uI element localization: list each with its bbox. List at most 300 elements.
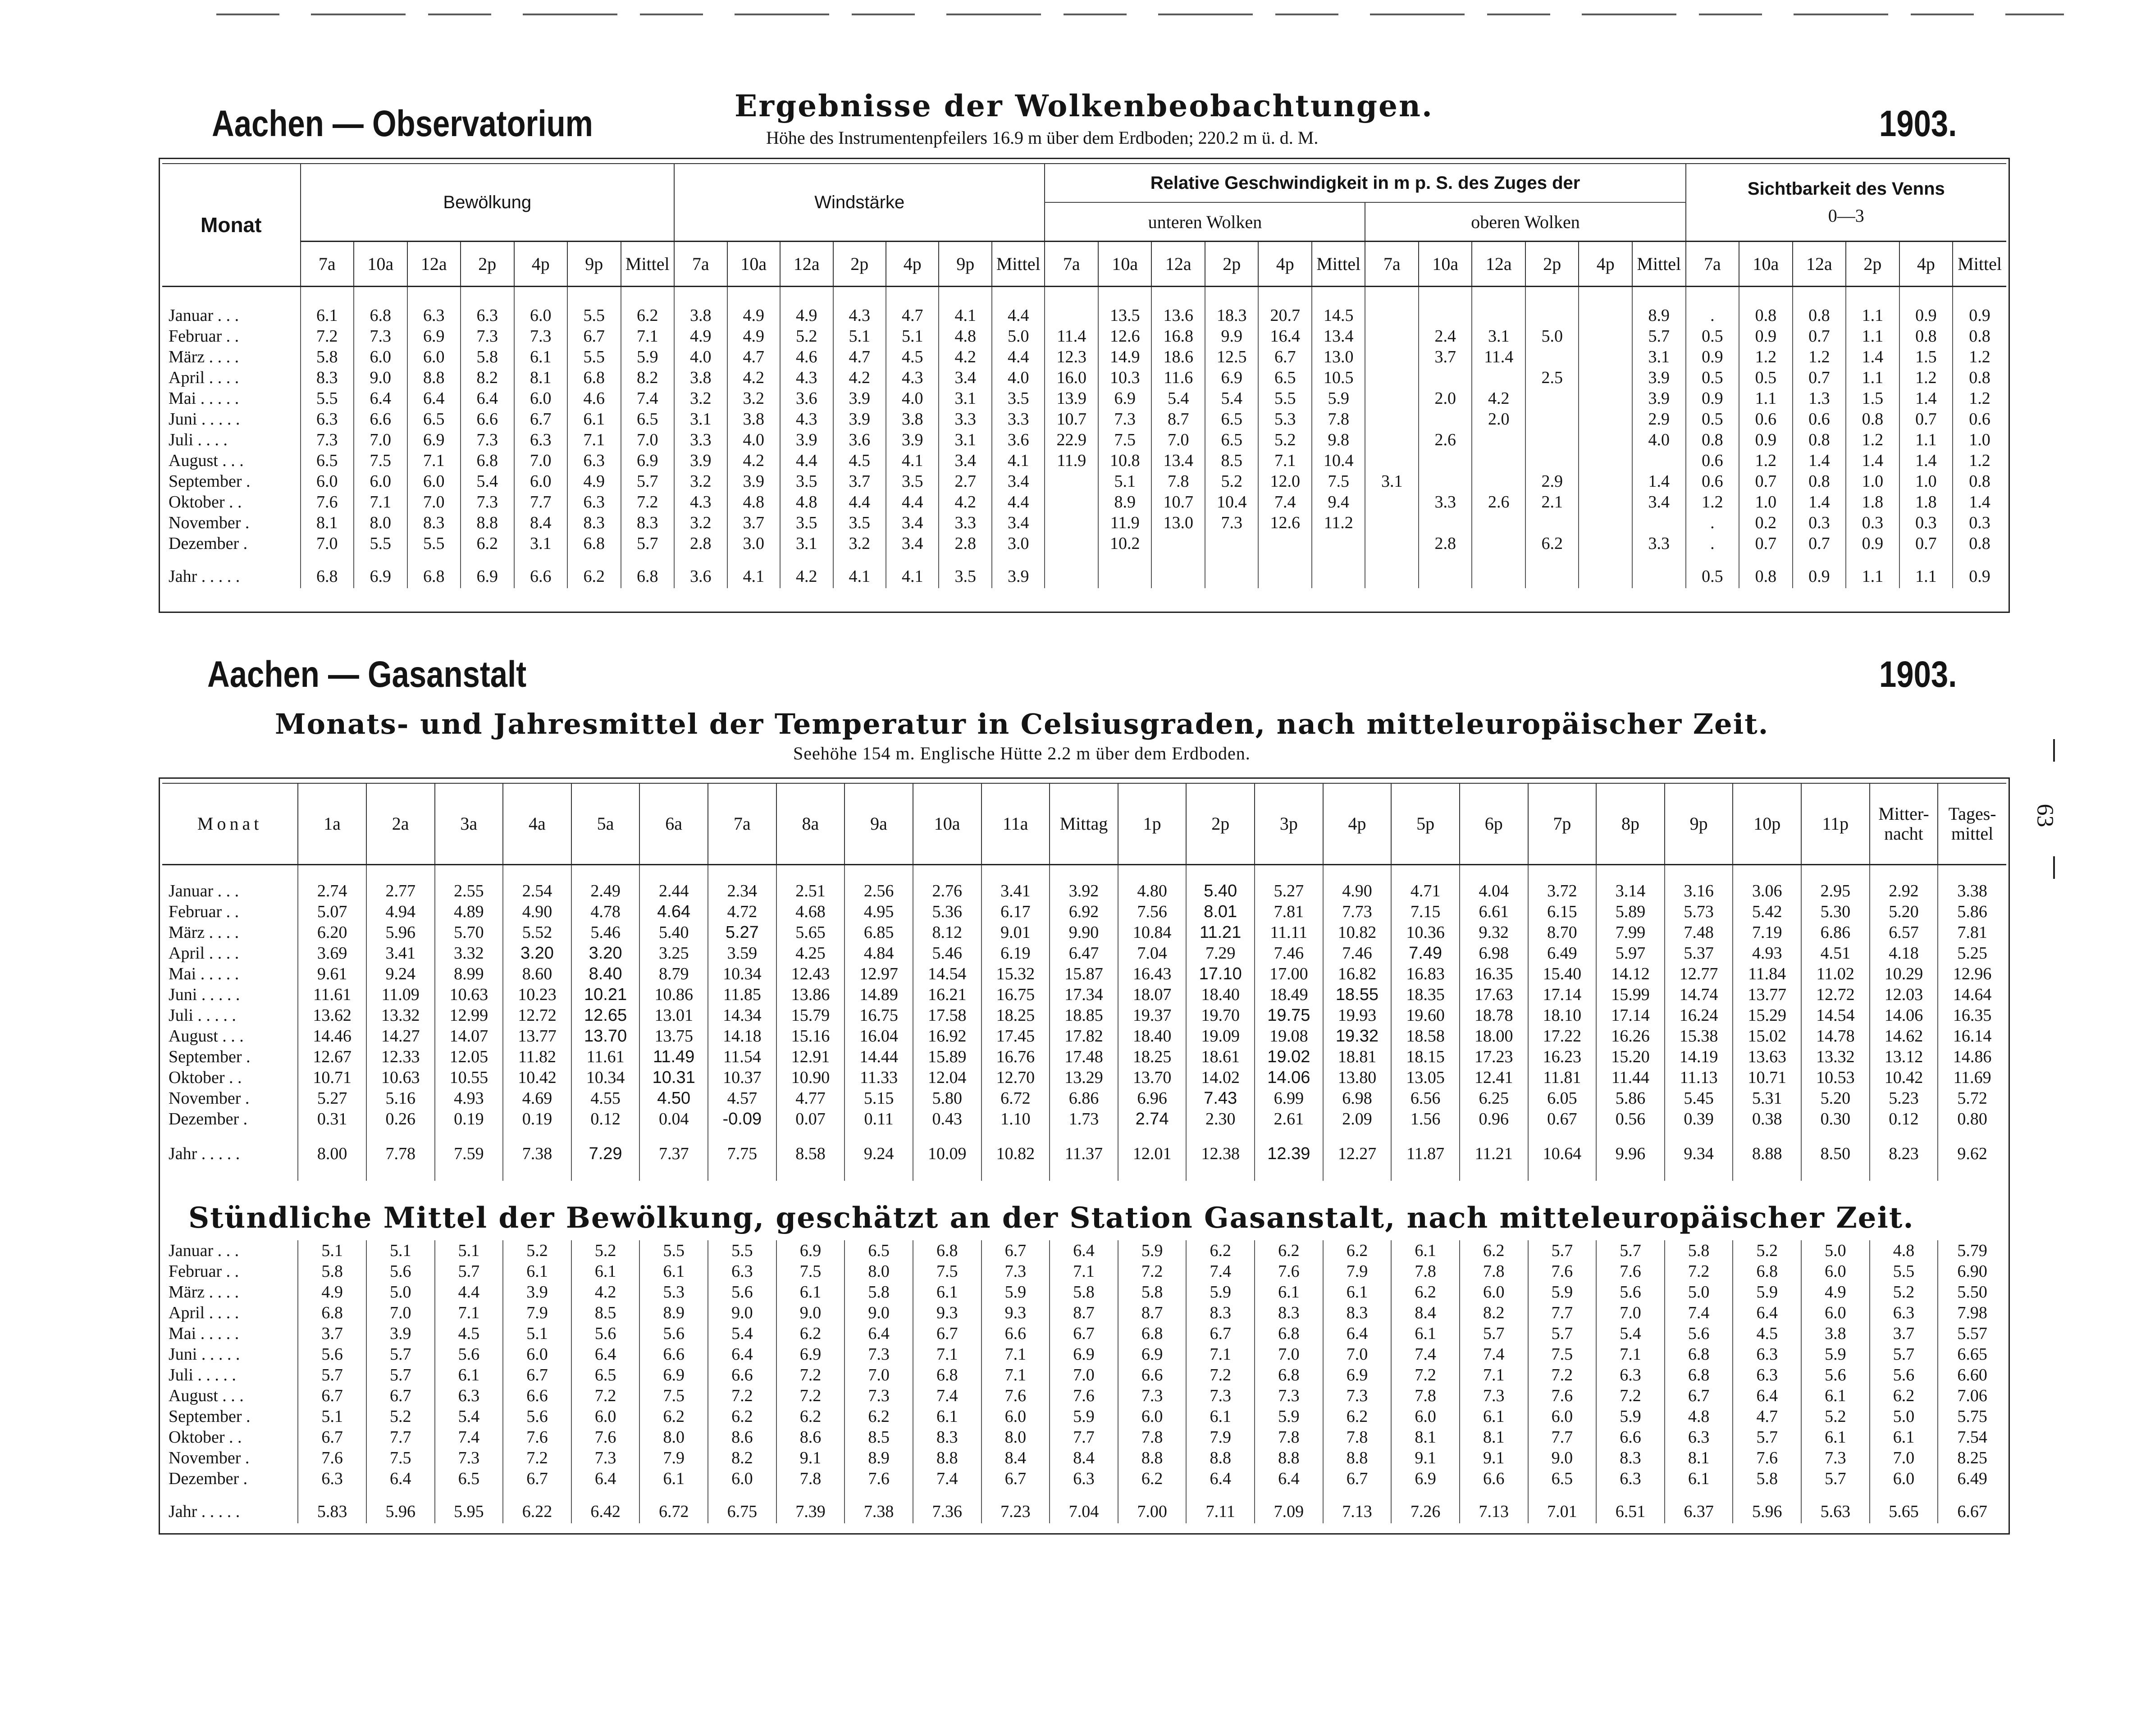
bew-value: 7.1	[567, 429, 621, 450]
obe-value	[1365, 450, 1419, 471]
unt-value: 10.2	[1098, 533, 1152, 554]
cell-value: 3.14	[1596, 881, 1665, 901]
cell-value: 6.2	[776, 1323, 845, 1344]
cell-value: 7.2	[1665, 1261, 1733, 1282]
cell-value: 6.9	[1323, 1365, 1392, 1385]
cell-value: 6.8	[1665, 1365, 1733, 1385]
wind-value: 3.4	[992, 471, 1045, 492]
unt-value: 10.4	[1312, 450, 1365, 471]
unt-value: 7.0	[1151, 429, 1205, 450]
cell-value: 7.4	[1186, 1261, 1255, 1282]
cell-value: 8.1	[1391, 1427, 1460, 1448]
hdr-hour-19: 8p	[1596, 783, 1665, 864]
wind-value: 3.7	[727, 512, 780, 533]
unt-value	[1098, 565, 1152, 588]
cell-value: 4.8	[1870, 1240, 1938, 1261]
cell-value: 6.3	[1733, 1365, 1801, 1385]
cell-value: 6.15	[1528, 901, 1597, 922]
month-label: Jahr . . . . .	[169, 1144, 240, 1163]
hdr-tagesmittel: Tages-mittel	[1938, 783, 2006, 864]
table-row	[162, 1088, 2006, 1109]
cell-value: 6.0	[1870, 1468, 1938, 1489]
cell-value: 7.3	[1118, 1385, 1187, 1406]
cell-value: 4.95	[845, 901, 913, 922]
cell-value: 5.8	[298, 1261, 366, 1282]
cell-value: 6.1	[1391, 1240, 1460, 1261]
cell-value: 6.86	[1801, 922, 1870, 943]
cell-value: 7.2	[503, 1448, 571, 1468]
bew-value: 7.3	[514, 326, 568, 347]
cell-value: 3.9	[366, 1323, 435, 1344]
cell-value: 14.06	[1255, 1067, 1323, 1088]
cell-value: 2.74	[298, 881, 366, 901]
cell-value: 0.96	[1460, 1109, 1528, 1129]
wind-value: 3.9	[727, 471, 780, 492]
cell-value: 9.1	[1460, 1448, 1528, 1468]
unt-value	[1151, 565, 1205, 588]
cell-value: 8.6	[776, 1427, 845, 1448]
cell-value: 5.96	[366, 1500, 435, 1523]
obe-value: 4.2	[1472, 388, 1525, 409]
hdr-hour-11: Mittag	[1050, 783, 1118, 864]
cell-value: 9.96	[1596, 1142, 1665, 1165]
cell-value: 14.54	[1801, 1005, 1870, 1026]
cell-value: 5.46	[913, 943, 981, 964]
bew-value: 8.4	[514, 512, 568, 533]
wind-value: 3.5	[780, 512, 833, 533]
col-monat-mid: Monat	[162, 783, 298, 864]
cell-value: 5.6	[1801, 1365, 1870, 1385]
sicht-value: 1.4	[1846, 450, 1899, 471]
unt-value: 9.9	[1205, 326, 1259, 347]
cell-value: 0.31	[298, 1109, 366, 1129]
obe-value: 2.6	[1419, 429, 1472, 450]
cell-value: 5.6	[708, 1282, 776, 1302]
obe-value	[1365, 429, 1419, 450]
month-label: August . . .	[169, 451, 244, 470]
unt-value: 16.4	[1258, 326, 1312, 347]
table-row	[162, 1344, 2006, 1365]
wind-value: 4.3	[674, 492, 727, 512]
unt-value: 5.4	[1151, 388, 1205, 409]
wind-value: 4.4	[886, 492, 939, 512]
unt-value: 13.5	[1098, 305, 1152, 326]
bew-value: 5.7	[621, 533, 675, 554]
hdr-hour-7: 8a	[776, 783, 845, 864]
cell-value: 5.8	[1733, 1468, 1801, 1489]
table-row	[162, 367, 2006, 388]
cell-value: 8.12	[913, 922, 981, 943]
cell-value: 6.2	[1870, 1385, 1938, 1406]
cell-value: 11.37	[1050, 1142, 1118, 1165]
station-title-observatorium: Aachen — Observatorium	[212, 103, 593, 144]
cell-value: 7.6	[571, 1427, 640, 1448]
cell-value: 13.05	[1391, 1067, 1460, 1088]
hdr-unt-1: 10a	[1098, 242, 1152, 287]
bew-value: 6.0	[301, 471, 354, 492]
table-row	[162, 1385, 2006, 1406]
unt-value: 10.4	[1205, 492, 1259, 512]
cell-value: 5.2	[571, 1240, 640, 1261]
bew-value: 6.0	[407, 471, 461, 492]
cell-value: 6.8	[1255, 1323, 1323, 1344]
sicht-value: 1.8	[1899, 492, 1953, 512]
hdr-hour-5: 6a	[639, 783, 708, 864]
obe-value: 3.9	[1632, 388, 1686, 409]
cell-value: 5.6	[1665, 1323, 1733, 1344]
cell-value: 5.9	[1186, 1282, 1255, 1302]
hdr-wind-3: 2p	[833, 242, 886, 287]
table-row	[162, 1302, 2006, 1323]
bew-value: 7.3	[461, 326, 514, 347]
cell-value: 4.84	[845, 943, 913, 964]
cell-value: 7.98	[1938, 1302, 2006, 1323]
cell-value: 7.4	[1391, 1344, 1460, 1365]
cell-value: 17.82	[1050, 1026, 1118, 1046]
cell-value: 0.39	[1665, 1109, 1733, 1129]
sicht-value: .	[1686, 305, 1739, 326]
unt-value: 7.8	[1312, 409, 1365, 429]
cell-value: 6.3	[1596, 1468, 1665, 1489]
cell-value: 3.8	[1801, 1323, 1870, 1344]
cell-value: 10.09	[913, 1142, 981, 1165]
cell-value: 19.02	[1255, 1046, 1323, 1067]
cell-value: 5.20	[1801, 1088, 1870, 1109]
cell-value: 4.71	[1391, 881, 1460, 901]
table-row	[162, 429, 2006, 450]
cell-value: 7.7	[366, 1427, 435, 1448]
cell-value: 12.39	[1255, 1142, 1323, 1165]
unt-value: 6.9	[1098, 388, 1152, 409]
cell-value: 6.9	[1118, 1344, 1187, 1365]
hdr-obe-1: 10a	[1419, 242, 1472, 287]
unt-value: 20.7	[1258, 305, 1312, 326]
wolken-heading: Ergebnisse der Wolkenbeobachtungen.	[735, 88, 1433, 123]
obe-value: 8.9	[1632, 305, 1686, 326]
cell-value: 7.1	[1596, 1344, 1665, 1365]
unt-value: 13.0	[1312, 347, 1365, 367]
cell-value: 4.80	[1118, 881, 1187, 901]
cell-value: 7.11	[1186, 1500, 1255, 1523]
table-row	[162, 388, 2006, 409]
cell-value: 7.29	[1186, 943, 1255, 964]
table-row-jahr	[162, 565, 2006, 588]
wind-value: 3.7	[833, 471, 886, 492]
unt-value: 10.8	[1098, 450, 1152, 471]
obe-value	[1419, 450, 1472, 471]
cell-value: 7.1	[435, 1302, 503, 1323]
cell-value: 7.6	[503, 1427, 571, 1448]
cell-value: 6.7	[981, 1240, 1050, 1261]
sicht-value: 1.4	[1899, 388, 1953, 409]
sicht-value: 1.4	[1846, 347, 1899, 367]
cell-value: 17.48	[1050, 1046, 1118, 1067]
cell-value: 10.31	[639, 1067, 708, 1088]
cell-value: 6.0	[1528, 1406, 1597, 1427]
unt-value: 10.7	[1151, 492, 1205, 512]
cell-value: 4.5	[435, 1323, 503, 1344]
table-row	[162, 409, 2006, 429]
month-label: Juli . . . . .	[169, 1005, 236, 1025]
wind-value: 3.2	[674, 512, 727, 533]
cell-value: 17.34	[1050, 984, 1118, 1005]
cell-value: 14.02	[1186, 1067, 1255, 1088]
cell-value: 6.92	[1050, 901, 1118, 922]
cell-value: 7.0	[1323, 1344, 1392, 1365]
cell-value: 3.69	[298, 943, 366, 964]
cell-value: 9.01	[981, 922, 1050, 943]
cell-value: 18.07	[1118, 984, 1187, 1005]
cell-value: 7.81	[1255, 901, 1323, 922]
cell-value: 7.06	[1938, 1385, 2006, 1406]
obe-value	[1579, 367, 1632, 388]
cell-value: 6.7	[913, 1323, 981, 1344]
cell-value: 6.1	[1186, 1406, 1255, 1427]
cell-value: 6.4	[1255, 1468, 1323, 1489]
cell-value: 7.39	[776, 1500, 845, 1523]
wind-value: 3.2	[674, 388, 727, 409]
cell-value: 11.61	[298, 984, 366, 1005]
obe-value	[1579, 565, 1632, 588]
cell-value: 7.7	[1528, 1302, 1597, 1323]
cell-value: 18.40	[1186, 984, 1255, 1005]
unt-value: 9.8	[1312, 429, 1365, 450]
cell-value: 6.1	[639, 1261, 708, 1282]
table-row	[162, 492, 2006, 512]
bew-value: 5.5	[354, 533, 407, 554]
unt-value	[1258, 565, 1312, 588]
cell-value: 6.0	[1460, 1282, 1528, 1302]
cell-value: 4.69	[503, 1088, 571, 1109]
cell-value: 8.1	[1665, 1448, 1733, 1468]
sicht-value: 1.1	[1739, 388, 1793, 409]
hdr-wind-5: 9p	[939, 242, 991, 287]
wind-value: 3.9	[833, 409, 886, 429]
cell-value: 0.43	[913, 1109, 981, 1129]
wind-value: 4.9	[727, 326, 780, 347]
bew-value: 7.0	[407, 492, 461, 512]
cell-value: 7.56	[1118, 901, 1187, 922]
cell-value: 18.25	[981, 1005, 1050, 1026]
cell-value: 11.69	[1938, 1067, 2006, 1088]
cell-value: 2.56	[845, 881, 913, 901]
cell-value: 5.65	[776, 922, 845, 943]
cell-value: 6.1	[1323, 1282, 1392, 1302]
bew-value: 6.8	[407, 565, 461, 588]
cell-value: 10.29	[1870, 964, 1938, 984]
cell-value: 7.46	[1323, 943, 1392, 964]
bew-value: 7.5	[354, 450, 407, 471]
cell-value: 5.7	[1596, 1240, 1665, 1261]
cell-value: 5.7	[1801, 1468, 1870, 1489]
obe-value	[1525, 409, 1579, 429]
wind-value: 5.2	[780, 326, 833, 347]
unt-value	[1205, 533, 1259, 554]
cell-value: 6.6	[639, 1344, 708, 1365]
sicht-value: 1.1	[1899, 429, 1953, 450]
cell-value: 9.0	[708, 1302, 776, 1323]
table-row	[162, 512, 2006, 533]
table-row	[162, 347, 2006, 367]
bew-value: 7.2	[621, 492, 675, 512]
cell-value: 7.1	[981, 1365, 1050, 1385]
wind-value: 4.7	[833, 347, 886, 367]
cell-value: 8.6	[708, 1427, 776, 1448]
wind-value: 3.8	[674, 305, 727, 326]
cell-value: 7.5	[366, 1448, 435, 1468]
sicht-value: 0.7	[1899, 533, 1953, 554]
obe-value	[1579, 326, 1632, 347]
sicht-value: 1.1	[1846, 367, 1899, 388]
group-bewoelkung: Bewölkung	[301, 164, 675, 242]
cell-value: 7.2	[1528, 1365, 1597, 1385]
cell-value: 8.8	[1186, 1448, 1255, 1468]
cell-value: 7.5	[776, 1261, 845, 1282]
sicht-value: 0.6	[1686, 471, 1739, 492]
obe-value	[1579, 492, 1632, 512]
obe-value	[1419, 367, 1472, 388]
cell-value: 6.42	[571, 1500, 640, 1523]
cell-value: 6.4	[1733, 1302, 1801, 1323]
cell-value: 7.2	[1596, 1385, 1665, 1406]
cell-value: 11.49	[639, 1046, 708, 1067]
obe-value	[1365, 512, 1419, 533]
cell-value: 5.1	[366, 1240, 435, 1261]
cell-value: 10.34	[708, 964, 776, 984]
table-row	[162, 1261, 2006, 1282]
obe-value	[1365, 492, 1419, 512]
cell-value: 9.3	[981, 1302, 1050, 1323]
cell-value: 5.7	[1870, 1344, 1938, 1365]
cell-value: 9.0	[845, 1302, 913, 1323]
unt-value: 13.6	[1151, 305, 1205, 326]
cell-value: 6.9	[776, 1344, 845, 1365]
bew-value: 7.7	[514, 492, 568, 512]
cell-value: 4.50	[639, 1088, 708, 1109]
sicht-value: 1.5	[1899, 347, 1953, 367]
cell-value: 6.56	[1391, 1088, 1460, 1109]
cell-value: 5.5	[1870, 1261, 1938, 1282]
cell-value: 6.96	[1118, 1088, 1187, 1109]
sicht-value: 0.7	[1793, 533, 1846, 554]
bew-value: 6.3	[514, 429, 568, 450]
cell-value: 17.14	[1596, 1005, 1665, 1026]
sicht-value: 0.3	[1846, 512, 1899, 533]
cell-value: 6.25	[1460, 1088, 1528, 1109]
wind-value: 4.0	[886, 388, 939, 409]
cell-value: 6.3	[298, 1468, 366, 1489]
sicht-value: 0.7	[1739, 533, 1793, 554]
cell-value: 19.75	[1255, 1005, 1323, 1026]
sicht-value: 0.9	[1686, 347, 1739, 367]
cell-value: 10.86	[639, 984, 708, 1005]
unt-value: 8.9	[1098, 492, 1152, 512]
cell-value: 15.89	[913, 1046, 981, 1067]
wolken-table	[162, 163, 2006, 588]
cell-value: 6.5	[1528, 1468, 1597, 1489]
cell-value: 2.51	[776, 881, 845, 901]
cell-value: 17.23	[1460, 1046, 1528, 1067]
cell-value: 4.57	[708, 1088, 776, 1109]
obe-value	[1579, 409, 1632, 429]
cell-value: 10.53	[1801, 1067, 1870, 1088]
cell-value: 0.67	[1528, 1109, 1597, 1129]
sicht-value: 1.0	[1953, 429, 2006, 450]
margin-tick-bottom	[2053, 856, 2055, 879]
obe-value	[1365, 409, 1419, 429]
unt-value: 11.9	[1045, 450, 1098, 471]
month-label: Mai . . . . .	[169, 1324, 239, 1343]
cell-value: 5.86	[1938, 901, 2006, 922]
hdr-hour-13: 2p	[1186, 783, 1255, 864]
sicht-value: 0.9	[1739, 326, 1793, 347]
cell-value: 5.3	[639, 1282, 708, 1302]
obe-value	[1365, 347, 1419, 367]
cell-value: 5.7	[1528, 1240, 1597, 1261]
cell-value: 3.41	[366, 943, 435, 964]
cell-value: 14.19	[1665, 1046, 1733, 1067]
cell-value: 5.89	[1596, 901, 1665, 922]
table-row	[162, 1323, 2006, 1344]
wind-value: 4.1	[992, 450, 1045, 471]
wind-value: 3.6	[833, 429, 886, 450]
cell-value: 6.72	[981, 1088, 1050, 1109]
cell-value: 5.6	[435, 1344, 503, 1365]
cell-value: 8.3	[1323, 1302, 1392, 1323]
cell-value: 8.3	[1255, 1302, 1323, 1323]
bew-value: 6.3	[301, 409, 354, 429]
unt-value: 5.4	[1205, 388, 1259, 409]
cell-value: 14.86	[1938, 1046, 2006, 1067]
table-row	[162, 964, 2006, 984]
cell-value: 5.8	[1118, 1282, 1187, 1302]
hdr-hour-14: 3p	[1255, 783, 1323, 864]
wind-value: 3.8	[674, 367, 727, 388]
cell-value: 6.1	[1460, 1406, 1528, 1427]
month-label: Jahr . . . . .	[169, 567, 240, 586]
cell-value: 8.3	[1596, 1448, 1665, 1468]
cell-value: 6.8	[1118, 1323, 1187, 1344]
cell-value: 14.89	[845, 984, 913, 1005]
table-row-jahr	[162, 1142, 2006, 1165]
hdr-unt-4: 4p	[1258, 242, 1312, 287]
bew-value: 8.1	[514, 367, 568, 388]
wind-value: 4.1	[886, 450, 939, 471]
hdr-hour-17: 6p	[1460, 783, 1528, 864]
cell-value: 17.58	[913, 1005, 981, 1026]
wind-value: 3.2	[727, 388, 780, 409]
bew-value: 6.0	[514, 305, 568, 326]
cell-value: 14.78	[1801, 1026, 1870, 1046]
cell-value: 6.2	[845, 1406, 913, 1427]
cell-value: 4.94	[366, 901, 435, 922]
cell-value: 7.0	[366, 1302, 435, 1323]
sicht-value: 1.4	[1899, 450, 1953, 471]
cell-value: 3.20	[571, 943, 640, 964]
cell-value: 6.5	[571, 1365, 640, 1385]
bew-value: 6.2	[461, 533, 514, 554]
unt-value: 5.5	[1258, 388, 1312, 409]
unt-value	[1312, 565, 1365, 588]
sicht-value: 1.4	[1793, 492, 1846, 512]
unt-value: 6.5	[1258, 367, 1312, 388]
sicht-value: 1.1	[1899, 565, 1953, 588]
cell-value: 16.21	[913, 984, 981, 1005]
cell-value: 7.2	[1118, 1261, 1187, 1282]
bew-value: 6.9	[407, 326, 461, 347]
cell-value: 14.06	[1870, 1005, 1938, 1026]
cell-value: 7.3	[435, 1448, 503, 1468]
